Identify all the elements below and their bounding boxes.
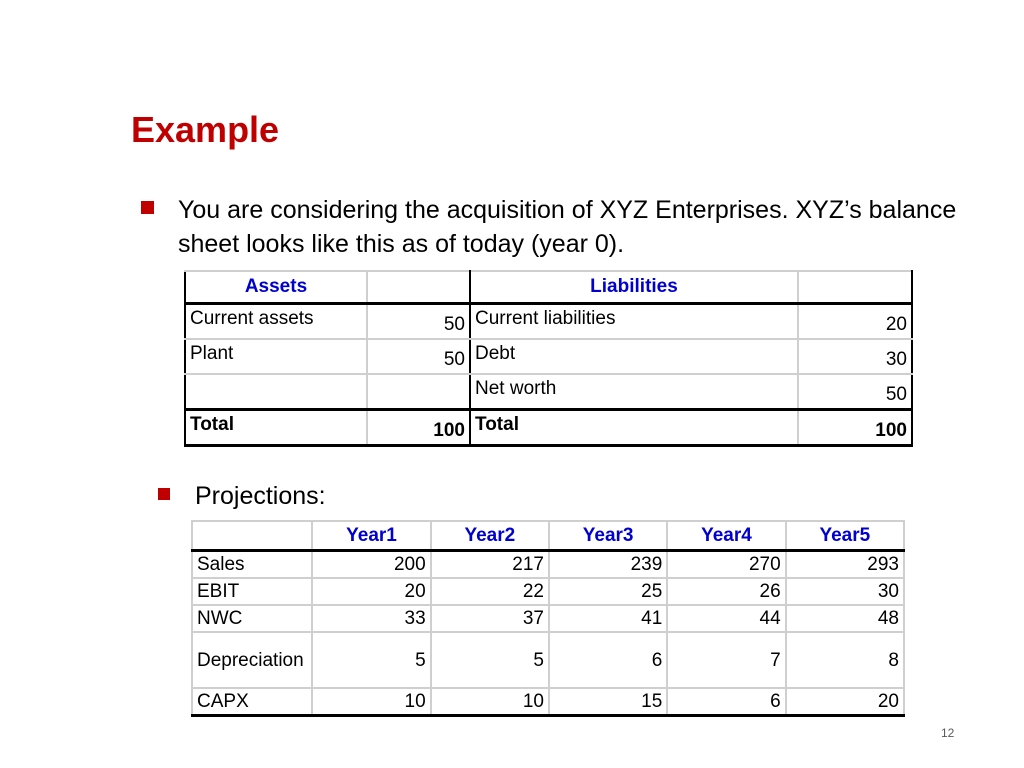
header-blank — [192, 521, 312, 551]
cell-value: 20 — [786, 688, 904, 716]
square-bullet-icon — [141, 201, 154, 214]
table-row — [192, 632, 904, 688]
bullet-projections-text: Projections: — [195, 482, 326, 510]
asset-total-value: 100 — [367, 410, 470, 446]
cell-value: 10 — [431, 688, 549, 716]
asset-value: 50 — [367, 339, 470, 374]
header-year5: Year5 — [786, 521, 904, 551]
header-liabilities: Liabilities — [470, 271, 798, 304]
table-row — [192, 578, 904, 605]
table-row — [185, 304, 912, 340]
table-row — [185, 374, 912, 410]
cell-value: 217 — [431, 551, 549, 579]
asset-value: 50 — [367, 304, 470, 340]
cell-value: 20 — [312, 578, 430, 605]
table-row — [185, 339, 912, 374]
header-year4: Year4 — [667, 521, 785, 551]
cell-value: 37 — [431, 605, 549, 632]
cell-value: 15 — [549, 688, 667, 716]
cell-value: 7 — [667, 632, 785, 688]
cell-value: 270 — [667, 551, 785, 579]
bullet-intro — [141, 193, 978, 261]
liability-label: Debt — [470, 339, 798, 374]
cell-value: 200 — [312, 551, 430, 579]
header-year3: Year3 — [549, 521, 667, 551]
cell-value: 293 — [786, 551, 904, 579]
table-row — [192, 551, 904, 579]
bullet-intro-text: You are considering the acquisition of XYZ Enterprises. XYZ’s balance sheet looks like this as of today (year 0). — [178, 196, 957, 258]
asset-label: Current assets — [185, 304, 367, 340]
asset-value — [367, 374, 470, 410]
liability-value: 20 — [798, 304, 912, 340]
liability-label: Current liabilities — [470, 304, 798, 340]
row-label: NWC — [192, 605, 312, 632]
asset-label: Plant — [185, 339, 367, 374]
cell-value: 22 — [431, 578, 549, 605]
table-row — [192, 605, 904, 632]
cell-value: 6 — [667, 688, 785, 716]
row-label: CAPX — [192, 688, 312, 716]
cell-value: 10 — [312, 688, 430, 716]
cell-value: 33 — [312, 605, 430, 632]
cell-value: 5 — [431, 632, 549, 688]
square-bullet-icon — [158, 488, 170, 500]
header-year2: Year2 — [431, 521, 549, 551]
bullet-projections — [158, 480, 326, 512]
cell-value: 6 — [549, 632, 667, 688]
header-liabilities-value — [798, 271, 912, 304]
slide-title: Example — [131, 109, 280, 150]
cell-value: 30 — [786, 578, 904, 605]
header-assets: Assets — [185, 271, 367, 304]
header-year1: Year1 — [312, 521, 430, 551]
asset-total-label: Total — [185, 410, 367, 446]
liability-value: 50 — [798, 374, 912, 410]
cell-value: 26 — [667, 578, 785, 605]
cell-value: 25 — [549, 578, 667, 605]
cell-value: 8 — [786, 632, 904, 688]
page-number: 12 — [941, 726, 955, 740]
projections-header-row — [192, 521, 904, 551]
balance-sheet-table — [184, 270, 913, 447]
table-row — [192, 688, 904, 716]
header-assets-value — [367, 271, 470, 304]
row-label: Sales — [192, 551, 312, 579]
cell-value: 41 — [549, 605, 667, 632]
total-row — [185, 410, 912, 446]
projections-table — [191, 520, 905, 717]
liability-label: Net worth — [470, 374, 798, 410]
row-label: Depreciation — [192, 632, 312, 688]
cell-value: 48 — [786, 605, 904, 632]
cell-value: 239 — [549, 551, 667, 579]
asset-label — [185, 374, 367, 410]
cell-value: 5 — [312, 632, 430, 688]
liability-total-label: Total — [470, 410, 798, 446]
row-label: EBIT — [192, 578, 312, 605]
balance-sheet-header-row — [185, 271, 912, 304]
cell-value: 44 — [667, 605, 785, 632]
liability-total-value: 100 — [798, 410, 912, 446]
liability-value: 30 — [798, 339, 912, 374]
